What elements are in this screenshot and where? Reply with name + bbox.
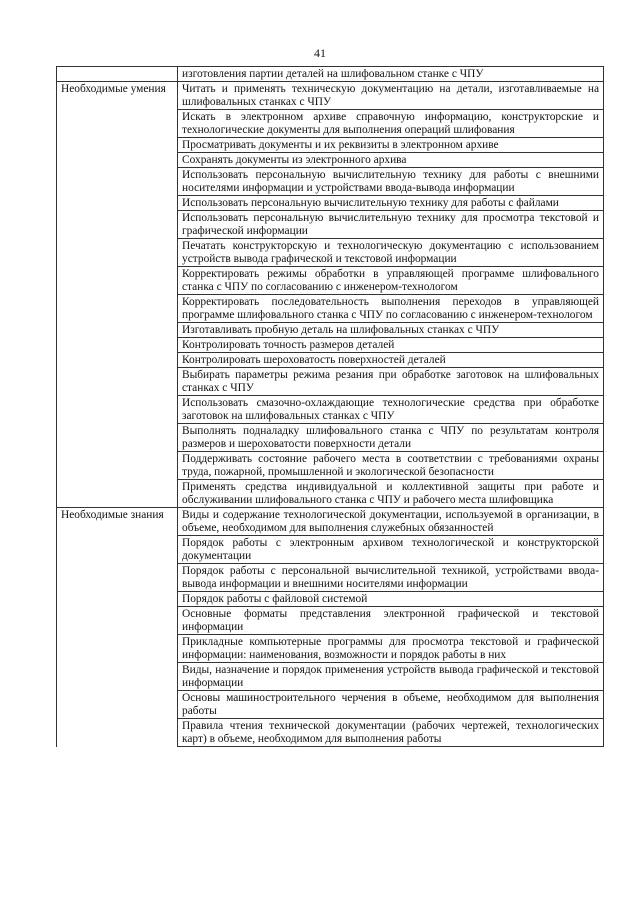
requirement-item: Использовать персональную вычислительную технику для работы с внешними носителями информации и устройствами ввода-вывода информации	[178, 168, 604, 196]
page-number: 41	[314, 46, 326, 60]
requirement-item: Порядок работы с персональной вычислительной техникой, устройствами ввода-вывода информации и внешними носителями информации	[178, 564, 604, 592]
requirement-item: Поддерживать состояние рабочего места в соответствии с требованиями охраны труда, пожарной, промышленной и экологической безопасности	[178, 452, 604, 480]
section-label: Необходимые знания	[57, 508, 178, 747]
requirement-item: Просматривать документы и их реквизиты в электронном архиве	[178, 138, 604, 153]
table-row	[57, 508, 604, 536]
requirement-item: Искать в электронном архиве справочную информацию, конструкторские и технологические документы для выполнения операций шлифования	[178, 110, 604, 138]
requirement-item: Порядок работы с файловой системой	[178, 592, 604, 607]
requirement-item: Основы машиностроительного черчения в объеме, необходимом для выполнения работы	[178, 691, 604, 719]
requirement-item: Использовать персональную вычислительную технику для работы с файлами	[178, 196, 604, 211]
table-row	[57, 82, 604, 110]
requirement-item: Изготавливать пробную деталь на шлифовальных станках с ЧПУ	[178, 323, 604, 338]
requirements-table-body	[57, 67, 604, 747]
requirement-item: Порядок работы с электронным архивом технологической и конструкторской документации	[178, 536, 604, 564]
requirement-item: Выбирать параметры режима резания при обработке заготовок на шлифовальных станках с ЧПУ	[178, 368, 604, 396]
requirement-item: Читать и применять техническую документацию на детали, изготавливаемые на шлифовальных станках с ЧПУ	[178, 82, 604, 110]
requirement-item: Прикладные компьютерные программы для просмотра текстовой и графической информации: наименования, возможности и порядок работы в них	[178, 635, 604, 663]
requirement-item: Использовать персональную вычислительную технику для просмотра текстовой и графической информации	[178, 211, 604, 239]
requirement-item: Печатать конструкторскую и технологическую документацию с использованием устройств вывода графической и текстовой информации	[178, 239, 604, 267]
requirements-table	[56, 66, 604, 747]
requirement-item: Корректировать режимы обработки в управляющей программе шлифовального станка с ЧПУ по согласованию с инженером-технологом	[178, 267, 604, 295]
requirement-item: Основные форматы представления электронной графической и текстовой информации	[178, 607, 604, 635]
continuation-label-cell	[57, 67, 178, 82]
requirement-item: Контролировать точность размеров деталей	[178, 338, 604, 353]
requirement-item: Виды и содержание технологической документации, используемой в организации, в объеме, необходимом для выполнения служебных обязанностей	[178, 508, 604, 536]
requirement-item: Использовать смазочно-охлаждающие технологические средства при обработке заготовок на шлифовальных станках с ЧПУ	[178, 396, 604, 424]
requirement-item: Корректировать последовательность выполнения переходов в управляющей программе шлифовального станка с ЧПУ по согласованию с инженером-технологом	[178, 295, 604, 323]
requirement-item: Выполнять подналадку шлифовального станка с ЧПУ по результатам контроля размеров и шероховатости поверхности детали	[178, 424, 604, 452]
requirement-item: Сохранять документы из электронного архива	[178, 153, 604, 168]
requirement-item: Виды, назначение и порядок применения устройств вывода графической и текстовой информации	[178, 663, 604, 691]
continuation-row	[57, 67, 604, 82]
continuation-text: изготовления партии деталей на шлифовальном станке с ЧПУ	[178, 67, 604, 82]
requirement-item: Контролировать шероховатость поверхностей деталей	[178, 353, 604, 368]
section-label: Необходимые умения	[57, 82, 178, 508]
requirement-item: Применять средства индивидуальной и коллективной защиты при работе и обслуживании шлифовального станка с ЧПУ и рабочего места шлифовщика	[178, 480, 604, 508]
requirement-item: Правила чтения технической документации (рабочих чертежей, технологических карт) в объеме, необходимом для выполнения работы	[178, 719, 604, 747]
